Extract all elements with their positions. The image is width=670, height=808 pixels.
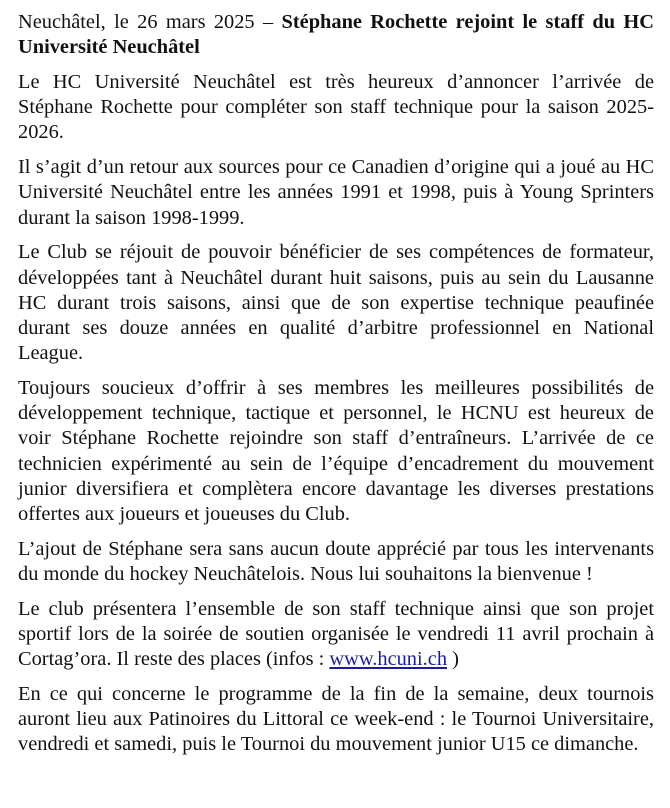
body-paragraph-4: Toujours soucieux d’offrir à ses membres les meilleures possibilités de développement technique, tactique et personnel, le HCNU est heureux de voir Stéphane Rochette rejoindre son staff d’entraîneurs. L’arrivée de ce technicien expérimenté au sein de l’équipe d’encadrement du mouvement junior diversifiera et complètera encore davantage les diverses prestations offertes aux joueurs et joueuses du Club. (18, 377, 654, 526)
website-link[interactable]: www.hcuni.ch (329, 648, 448, 671)
dateline: Neuchâtel, le 26 mars 2025 – (18, 11, 282, 33)
body-paragraph-2: Il s’agit d’un retour aux sources pour ce Canadien d’origine qui a joué au HC Université Neuchâtel entre les années 1991 et 1998, puis à Young Sprinters durant la saison 1998-1999. (18, 156, 654, 229)
body-paragraph-5: L’ajout de Stéphane sera sans aucun doute apprécié par tous les intervenants du monde du hockey Neuchâtelois. Nous lui souhaitons la bienvenue ! (18, 537, 654, 586)
headline-paragraph (18, 10, 654, 60)
body-paragraph-3: Le Club se réjouit de pouvoir bénéficier de ses compétences de formateur, développées tant à Neuchâtel durant huit saisons, puis au sein du Lausanne HC durant trois saisons, ainsi que de son expertise technique peaufinée durant ses douze années en qualité d’arbitre professionnel en National League. (18, 241, 654, 365)
headline: Stéphane Rochette rejoint le staff du HC Université Neuchâtel (18, 11, 654, 59)
event-paragraph (18, 597, 654, 673)
press-release (18, 10, 654, 767)
event-text-end: ) (447, 648, 459, 671)
event-text: Le club présentera l’ensemble de son staff technique ainsi que son projet sportif lors de la soirée de soutien organisée le vendredi 11 avril prochain à Cortag’ora. Il reste des places (infos : (18, 597, 654, 671)
closing-paragraph: En ce qui concerne le programme de la fin de la semaine, deux tournois auront lieu aux Patinoires du Littoral ce week-end : le Tournoi Universitaire, vendredi et samedi, puis le Tournoi du mouvement junior U15 ce dimanche. (18, 683, 654, 756)
body-paragraph-1: Le HC Université Neuchâtel est très heureux d’annoncer l’arrivée de Stéphane Rochette pour compléter son staff technique pour la saison 2025-2026. (18, 71, 654, 144)
